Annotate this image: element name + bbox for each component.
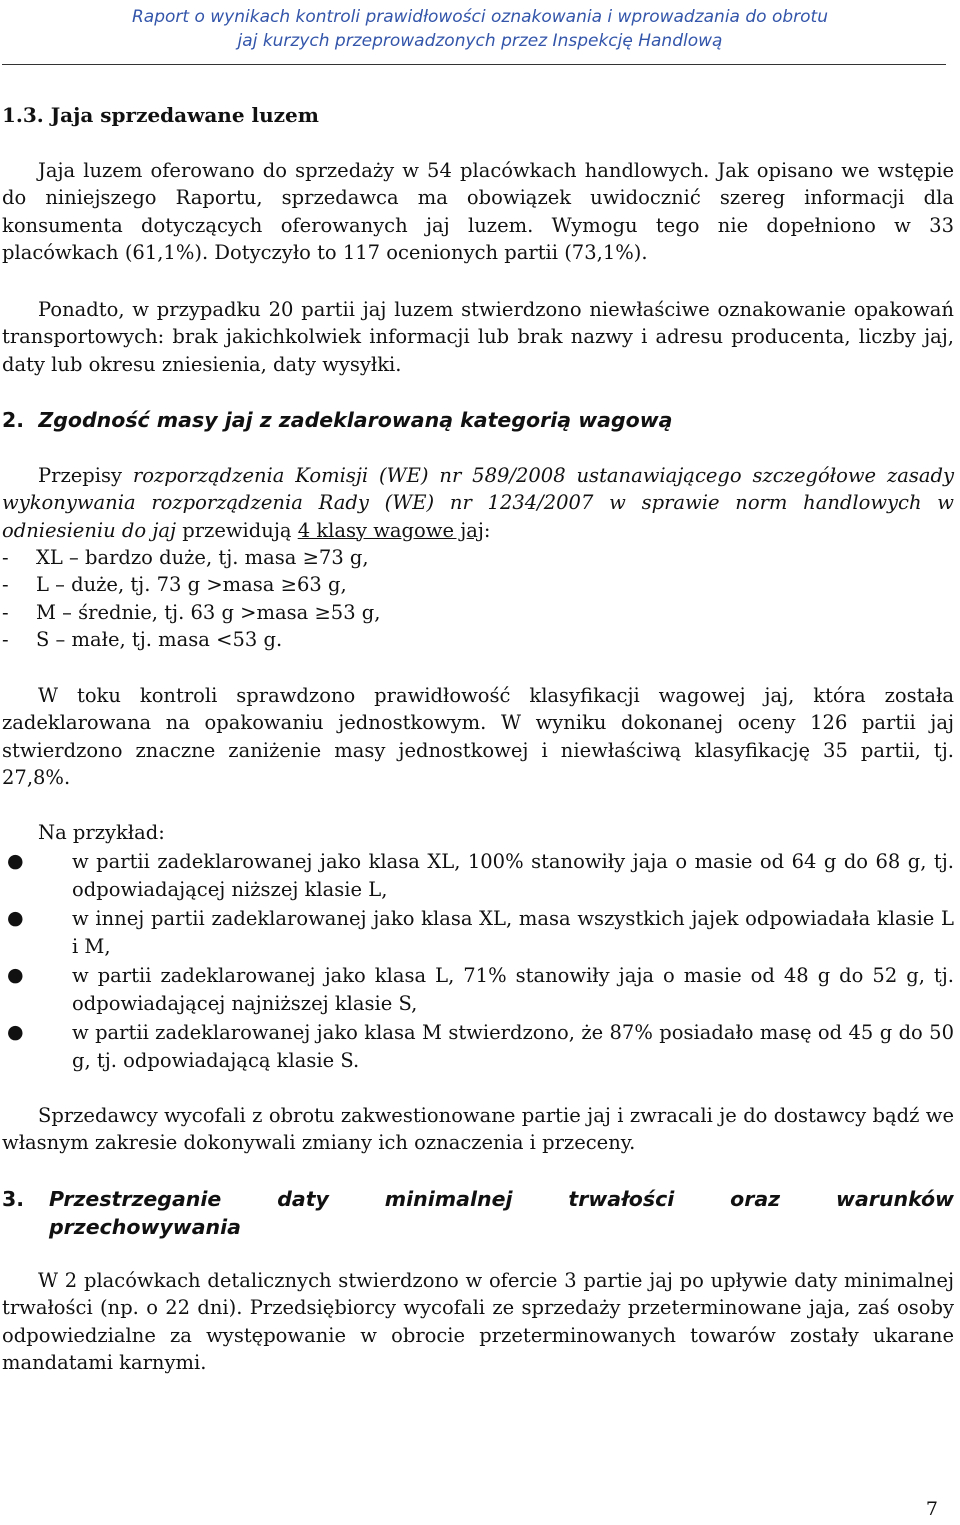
example-label: Na przykład: — [38, 821, 165, 844]
example-bullet-list — [2, 848, 954, 1076]
weight-class-m: M – średnie, tj. 63 g >masa ≥53 g, — [36, 600, 381, 624]
bullet-text: w partii zadeklarowanej jako klasa L, 71% stanowiły jaja o masie od 48 g do 52 g, tj. odpowiadającej najniższej klasie S, — [72, 964, 954, 1015]
list-item — [2, 571, 954, 598]
section-2-heading — [2, 406, 954, 434]
section-2-title: Zgodność masy jaj z zadeklarowaną kategorią wagową — [38, 408, 673, 432]
section-3-number: 3. — [2, 1187, 25, 1211]
weight-class-s: S – małe, tj. masa <53 g. — [36, 627, 283, 651]
dash-marker: - — [2, 573, 9, 597]
weight-class-xl: XL – bardzo duże, tj. masa ≥73 g, — [36, 546, 369, 569]
dash-marker: - — [2, 546, 9, 569]
running-header — [0, 5, 960, 53]
intro-classes-link: 4 klasy wagowe jaj — [297, 518, 484, 542]
intro-plain: Przepisy — [38, 464, 122, 487]
list-item — [2, 544, 954, 571]
section-1-3-heading: 1.3. Jaja sprzedawane luzem — [2, 103, 319, 127]
dash-marker: - — [2, 600, 9, 624]
section-1-3-paragraph-1: Jaja luzem oferowano do sprzedaży w 54 placówkach handlowych. Jak opisano we wstępie do niniejszego Raportu, sprzedawca ma obowiązek uwidocznić szereg informacji dla konsumenta dotyczących oferowanych jaj luzem. Wymogu tego nie dopełniono w 33 placówkach (61,1%). Dotyczyło to 117 ocenionych partii (73,1%). — [2, 159, 954, 264]
bullet-icon: ● — [7, 850, 24, 872]
bullet-text: w partii zadeklarowanej jako klasa XL, 100% stanowiły jaja o masie od 64 g do 68 g, tj. odpowiadającej niższej klasie L, — [72, 850, 954, 901]
section-3-heading — [2, 1185, 954, 1241]
header-line-1: Raport o wynikach kontroli prawidłowości oznakowania i wprowadzania do obrotu — [132, 7, 828, 27]
section-3-title-line-2: przechowywania — [49, 1215, 241, 1239]
bullet-icon: ● — [7, 1021, 24, 1043]
list-item — [2, 848, 954, 904]
section-3-title-line-1: Przestrzeganie daty minimalnej trwałości oraz warunków — [49, 1187, 954, 1211]
section-1-3-paragraph-2: Ponadto, w przypadku 20 partii jaj luzem stwierdzono niewłaściwe oznakowanie opakowań transportowych: brak jakichkolwiek informacji lub brak nazwy i adresu producenta, liczby jaj, daty lub okresu zniesienia, daty wysyłki. — [2, 298, 954, 376]
header-rule — [2, 64, 946, 65]
intro-mid: przewidują — [182, 518, 292, 542]
bullet-text: w innej partii zadeklarowanej jako klasa XL, masa wszystkich jajek odpowiadała klasie L i M, — [72, 907, 954, 958]
header-line-2: jaj kurzych przeprowadzonych przez Inspekcję Handlową — [237, 31, 723, 51]
bullet-icon: ● — [7, 964, 24, 986]
section-2-final-paragraph: Sprzedawcy wycofali z obrotu zakwestionowane partie jaj i zwracali je do dostawcy bądź we własnym zakresie dokonywali zmiany ich oznaczenia i przeceny. — [2, 1104, 954, 1155]
section-3-title — [49, 1185, 954, 1241]
bullet-text: w partii zadeklarowanej jako klasa M stwierdzono, że 87% posiadało masę od 45 g do 50 g, tj. odpowiadającą klasie S. — [72, 1021, 954, 1072]
section-2-number: 2. — [2, 408, 25, 432]
list-item — [2, 599, 954, 626]
intro-end: : — [483, 518, 491, 542]
bullet-icon: ● — [7, 907, 24, 929]
weight-class-list — [2, 544, 954, 653]
list-item — [2, 1019, 954, 1075]
section-2-intro — [2, 462, 954, 544]
section-3-paragraph: W 2 placówkach detalicznych stwierdzono w ofercie 3 partie jaj po upływie daty minimalnej trwałości (np. o 22 dni). Przedsiębiorcy wycofali ze sprzedaży przeterminowane jaja, zaś osoby odpowiedzialne za występowanie w obrocie przeterminowanych towarów zostały ukarane mandatami karnymi. — [2, 1269, 954, 1374]
section-2-result-paragraph: W toku kontroli sprawdzono prawidłowość klasyfikacji wagowej jaj, która została zadeklarowana na opakowaniu jednostkowym. W wyniku dokonanej oceny 126 partii jaj stwierdzono znaczne zaniżenie masy jednostkowej i niewłaściwą klasyfikację 35 partii, tj. 27,8%. — [2, 684, 954, 789]
page-number: 7 — [925, 1498, 938, 1520]
list-item — [2, 962, 954, 1018]
dash-marker: - — [2, 627, 9, 651]
list-item — [2, 905, 954, 961]
intro-regulation: rozporządzenia Komisji (WE) nr 589/2008 ustanawiającego szczegółowe zasady wykonywania rozporządzenia Rady (WE) nr 1234/2007 w sprawie norm handlowych w odniesieniu do jaj — [2, 464, 954, 542]
weight-class-l: L – duże, tj. 73 g >masa ≥63 g, — [36, 573, 347, 597]
list-item — [2, 626, 954, 653]
